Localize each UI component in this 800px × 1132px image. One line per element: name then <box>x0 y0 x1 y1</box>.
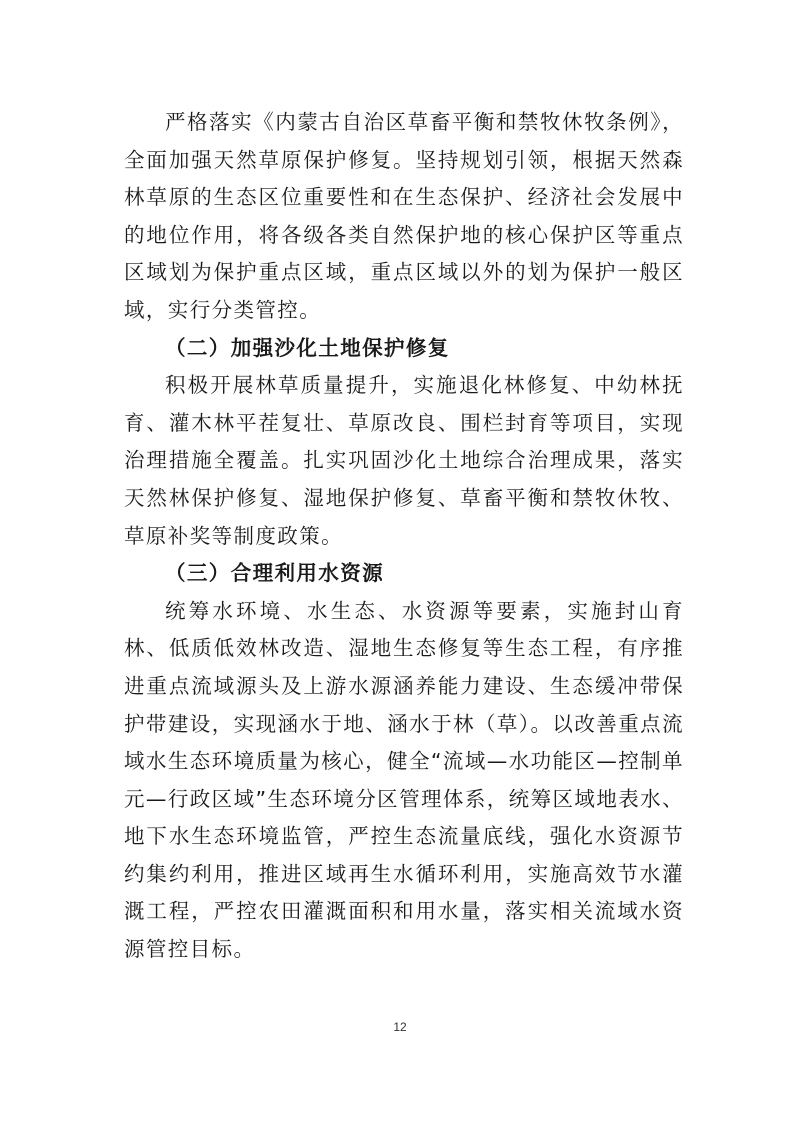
paragraph-water-resources: 统筹水环境、水生态、水资源等要素，实施封山育林、低质低效林改造、湿地生态修复等生态工程，有序推进重点流域源头及上游水源涵养能力建设、生态缓冲带保护带建设，实现涵水于地、涵水于林（草）。以改善重点流域水生态环境质量为核心，健全“流域—水功能区—控制单元—行政区域”生态环境分区管理体系，统筹区域地表水、地下水生态环境监管，严控生态流量底线，强化水资源节约集约利用，推进区域再生水循环利用，实施高效节水灌溉工程，严控农田灌溉面积和用水量，落实相关流域水资源管控目标。 <box>124 598 684 962</box>
document-page <box>124 104 684 969</box>
heading-water-resources: （三）合理利用水资源 <box>165 561 384 586</box>
paragraph-desertified-land: 积极开展林草质量提升，实施退化林修复、中幼林抚育、灌木林平茬复壮、草原改良、围栏封育等项目，实现治理措施全覆盖。扎实巩固沙化土地综合治理成果，落实天然林保护修复、湿地保护修复、草畜平衡和禁牧休牧、草原补奖等制度政策。 <box>124 373 684 548</box>
paragraph-grassland-protection: 严格落实《内蒙古自治区草畜平衡和禁牧休牧条例》，全面加强天然草原保护修复。坚持规划引领，根据天然森林草原的生态区位重要性和在生态保护、经济社会发展中的地位作用，将各级各类自然保护地的核心保护区等重点区域划为保护重点区域，重点区域以外的划为保护一般区域，实行分类管控。 <box>124 110 684 322</box>
page-number: 12 <box>393 1020 407 1034</box>
heading-desertified-land: （二）加强沙化土地保护修复 <box>165 335 450 360</box>
